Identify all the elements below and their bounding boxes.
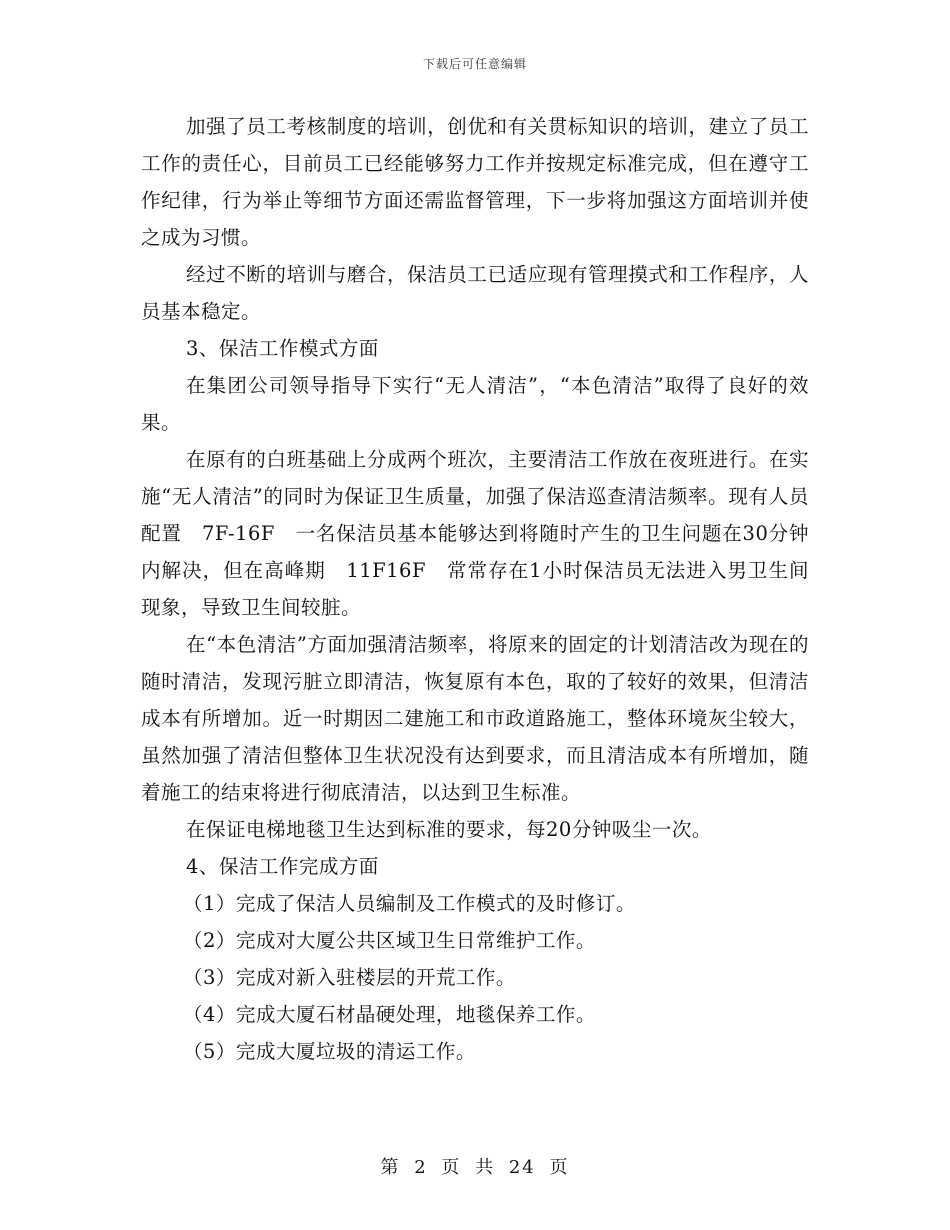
paragraph-training: 加强了员工考核制度的培训，创优和有关贯标知识的培训，建立了员工工作的责任心，目前员工已经能够努力工作并按规定标准完成，但在遵守工作纪律，行为举止等细节方面还需监督管理，下一步将加强这方面培训并使之成为习惯。 xyxy=(141,115,809,249)
header-note: 下载后可任意编辑 xyxy=(422,57,527,71)
list-item: （2）完成对大厦公共区域卫生日常维护工作。 xyxy=(183,929,596,952)
section-heading-work-completion: 4、保洁工作完成方面 xyxy=(186,855,379,878)
page-number-footer: 第 2 页 共 24 页 xyxy=(380,1157,570,1178)
paragraph-cleaning-approach: 在集团公司领导指导下实行“无人清洁”，“本色清洁”取得了良好的效果。 xyxy=(141,374,809,434)
paragraph-elevator-carpet: 在保证电梯地毯卫生达到标准的要求，每20分钟吸尘一次。 xyxy=(186,818,712,841)
list-item: （5）完成大厦垃圾的清运工作。 xyxy=(183,1040,476,1063)
document-body xyxy=(141,108,809,1070)
list-item: （4）完成大厦石材晶硬处理，地毯保养工作。 xyxy=(183,1003,596,1026)
paragraph-staff-stability: 经过不断的培训与磨合，保洁员工已适应现有管理摸式和工作程序，人员基本稳定。 xyxy=(141,263,809,323)
paragraph-original-color-cleaning: 在“本色清洁”方面加强清洁频率，将原来的固定的计划清洁改为现在的随时清洁，发现污脏立即清洁，恢复原有本色，取的了较好的效果，但清洁成本有所增加。近一时期因二建施工和市政道路施工，整体环境灰尘较大，虽然加强了清洁但整体卫生状况没有达到要求，而且清洁成本有所增加，随着施工的结束将进行彻底清洁，以达到卫生标准。 xyxy=(141,633,809,804)
section-heading-cleaning-mode: 3、保洁工作模式方面 xyxy=(186,337,379,360)
paragraph-shift-arrangement: 在原有的白班基础上分成两个班次，主要清洁工作放在夜班进行。在实施“无人清洁”的同时为保证卫生质量，加强了保洁巡查清洁频率。现有人员配置 7F-16F 一名保洁员基本能够达到将随时产生的卫生问题在30分钟内解决，但在高峰期 11F16F 常常存在1小时保洁员无法进入男卫生间现象，导致卫生间较脏。 xyxy=(141,448,809,619)
list-item: （1）完成了保洁人员编制及工作模式的及时修订。 xyxy=(183,892,636,915)
list-item: （3）完成对新入驻楼层的开荒工作。 xyxy=(183,966,516,989)
